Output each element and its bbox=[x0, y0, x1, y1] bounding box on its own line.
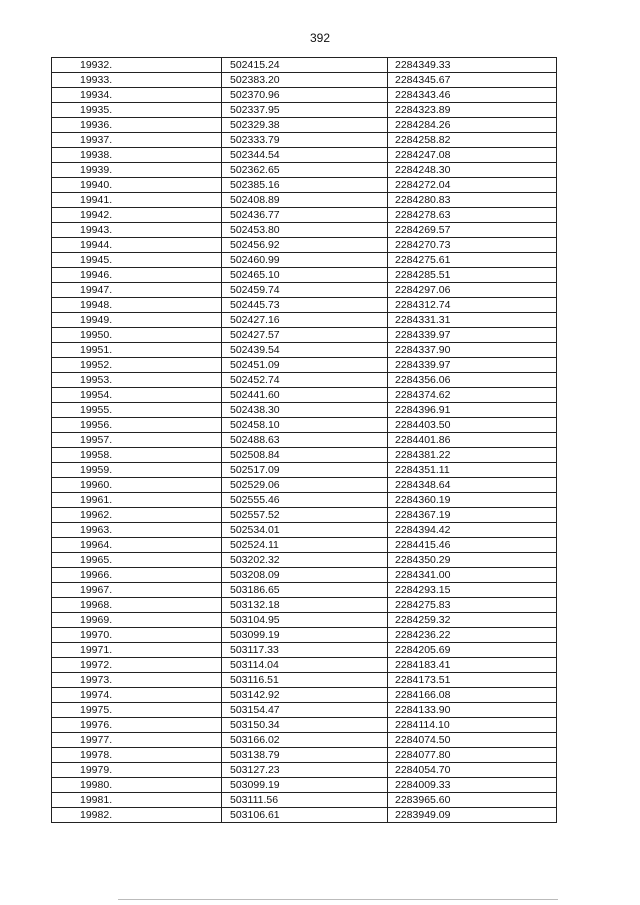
table-row bbox=[52, 343, 557, 358]
x-coordinate-cell: 502555.46 bbox=[222, 493, 388, 508]
x-coordinate-cell: 502460.99 bbox=[222, 253, 388, 268]
table-row bbox=[52, 493, 557, 508]
x-coordinate-cell: 503099.19 bbox=[222, 778, 388, 793]
y-coordinate-cell: 2284205.69 bbox=[388, 643, 557, 658]
point-number-cell: 19978. bbox=[52, 748, 222, 763]
x-coordinate-cell: 502436.77 bbox=[222, 208, 388, 223]
table-row bbox=[52, 703, 557, 718]
point-number-cell: 19934. bbox=[52, 88, 222, 103]
y-coordinate-cell: 2284297.06 bbox=[388, 283, 557, 298]
point-number-cell: 19956. bbox=[52, 418, 222, 433]
point-number-cell: 19961. bbox=[52, 493, 222, 508]
table-row bbox=[52, 73, 557, 88]
y-coordinate-cell: 2284077.80 bbox=[388, 748, 557, 763]
table-row bbox=[52, 313, 557, 328]
point-number-cell: 19954. bbox=[52, 388, 222, 403]
point-number-cell: 19950. bbox=[52, 328, 222, 343]
y-coordinate-cell: 2284275.83 bbox=[388, 598, 557, 613]
x-coordinate-cell: 502529.06 bbox=[222, 478, 388, 493]
y-coordinate-cell: 2284133.90 bbox=[388, 703, 557, 718]
x-coordinate-cell: 502517.09 bbox=[222, 463, 388, 478]
table-row bbox=[52, 118, 557, 133]
table-row bbox=[52, 538, 557, 553]
y-coordinate-cell: 2284360.19 bbox=[388, 493, 557, 508]
table-row bbox=[52, 628, 557, 643]
table-row bbox=[52, 748, 557, 763]
y-coordinate-cell: 2283949.09 bbox=[388, 808, 557, 823]
y-coordinate-cell: 2284394.42 bbox=[388, 523, 557, 538]
point-number-cell: 19973. bbox=[52, 673, 222, 688]
point-number-cell: 19960. bbox=[52, 478, 222, 493]
point-number-cell: 19958. bbox=[52, 448, 222, 463]
y-coordinate-cell: 2284345.67 bbox=[388, 73, 557, 88]
y-coordinate-cell: 2284401.86 bbox=[388, 433, 557, 448]
table-row bbox=[52, 193, 557, 208]
x-coordinate-cell: 502458.10 bbox=[222, 418, 388, 433]
point-number-cell: 19938. bbox=[52, 148, 222, 163]
point-number-cell: 19949. bbox=[52, 313, 222, 328]
point-number-cell: 19955. bbox=[52, 403, 222, 418]
y-coordinate-cell: 2284350.29 bbox=[388, 553, 557, 568]
x-coordinate-cell: 503127.23 bbox=[222, 763, 388, 778]
point-number-cell: 19948. bbox=[52, 298, 222, 313]
y-coordinate-cell: 2284280.83 bbox=[388, 193, 557, 208]
table-row bbox=[52, 463, 557, 478]
x-coordinate-cell: 502445.73 bbox=[222, 298, 388, 313]
x-coordinate-cell: 502439.54 bbox=[222, 343, 388, 358]
x-coordinate-cell: 503202.32 bbox=[222, 553, 388, 568]
y-coordinate-cell: 2284259.32 bbox=[388, 613, 557, 628]
point-number-cell: 19972. bbox=[52, 658, 222, 673]
y-coordinate-cell: 2284403.50 bbox=[388, 418, 557, 433]
table-row bbox=[52, 448, 557, 463]
table-row bbox=[52, 388, 557, 403]
x-coordinate-cell: 503132.18 bbox=[222, 598, 388, 613]
table-row bbox=[52, 328, 557, 343]
point-number-cell: 19962. bbox=[52, 508, 222, 523]
y-coordinate-cell: 2284348.64 bbox=[388, 478, 557, 493]
y-coordinate-cell: 2284272.04 bbox=[388, 178, 557, 193]
table-row bbox=[52, 358, 557, 373]
x-coordinate-cell: 502383.20 bbox=[222, 73, 388, 88]
point-number-cell: 19970. bbox=[52, 628, 222, 643]
table-row bbox=[52, 148, 557, 163]
y-coordinate-cell: 2284339.97 bbox=[388, 358, 557, 373]
table-row bbox=[52, 673, 557, 688]
y-coordinate-cell: 2284343.46 bbox=[388, 88, 557, 103]
table-row bbox=[52, 643, 557, 658]
y-coordinate-cell: 2284114.10 bbox=[388, 718, 557, 733]
y-coordinate-cell: 2284293.15 bbox=[388, 583, 557, 598]
y-coordinate-cell: 2284381.22 bbox=[388, 448, 557, 463]
y-coordinate-cell: 2284284.26 bbox=[388, 118, 557, 133]
y-coordinate-cell: 2284396.91 bbox=[388, 403, 557, 418]
table-row bbox=[52, 793, 557, 808]
x-coordinate-cell: 503099.19 bbox=[222, 628, 388, 643]
point-number-cell: 19941. bbox=[52, 193, 222, 208]
x-coordinate-cell: 502534.01 bbox=[222, 523, 388, 538]
y-coordinate-cell: 2284341.00 bbox=[388, 568, 557, 583]
point-number-cell: 19982. bbox=[52, 808, 222, 823]
table-row bbox=[52, 778, 557, 793]
table-row bbox=[52, 373, 557, 388]
point-number-cell: 19965. bbox=[52, 553, 222, 568]
y-coordinate-cell: 2284331.31 bbox=[388, 313, 557, 328]
point-number-cell: 19964. bbox=[52, 538, 222, 553]
point-number-cell: 19971. bbox=[52, 643, 222, 658]
table-row bbox=[52, 298, 557, 313]
x-coordinate-cell: 502333.79 bbox=[222, 133, 388, 148]
x-coordinate-cell: 503166.02 bbox=[222, 733, 388, 748]
table-row bbox=[52, 253, 557, 268]
point-number-cell: 19966. bbox=[52, 568, 222, 583]
x-coordinate-cell: 502362.65 bbox=[222, 163, 388, 178]
table-row bbox=[52, 478, 557, 493]
y-coordinate-cell: 2284323.89 bbox=[388, 103, 557, 118]
table-row bbox=[52, 718, 557, 733]
point-number-cell: 19980. bbox=[52, 778, 222, 793]
x-coordinate-cell: 502456.92 bbox=[222, 238, 388, 253]
x-coordinate-cell: 502408.89 bbox=[222, 193, 388, 208]
point-number-cell: 19967. bbox=[52, 583, 222, 598]
table-row bbox=[52, 508, 557, 523]
table-row bbox=[52, 268, 557, 283]
x-coordinate-cell: 502344.54 bbox=[222, 148, 388, 163]
y-coordinate-cell: 2284270.73 bbox=[388, 238, 557, 253]
x-coordinate-cell: 503208.09 bbox=[222, 568, 388, 583]
y-coordinate-cell: 2284356.06 bbox=[388, 373, 557, 388]
table-row bbox=[52, 238, 557, 253]
table-row bbox=[52, 88, 557, 103]
x-coordinate-cell: 502524.11 bbox=[222, 538, 388, 553]
y-coordinate-cell: 2284339.97 bbox=[388, 328, 557, 343]
x-coordinate-cell: 502488.63 bbox=[222, 433, 388, 448]
y-coordinate-cell: 2284269.57 bbox=[388, 223, 557, 238]
y-coordinate-cell: 2284275.61 bbox=[388, 253, 557, 268]
x-coordinate-cell: 503104.95 bbox=[222, 613, 388, 628]
y-coordinate-cell: 2284415.46 bbox=[388, 538, 557, 553]
table-row bbox=[52, 133, 557, 148]
point-number-cell: 19944. bbox=[52, 238, 222, 253]
x-coordinate-cell: 502465.10 bbox=[222, 268, 388, 283]
x-coordinate-cell: 503116.51 bbox=[222, 673, 388, 688]
coordinates-table bbox=[51, 57, 557, 823]
x-coordinate-cell: 502453.80 bbox=[222, 223, 388, 238]
point-number-cell: 19940. bbox=[52, 178, 222, 193]
table-row bbox=[52, 163, 557, 178]
table-row bbox=[52, 418, 557, 433]
x-coordinate-cell: 502370.96 bbox=[222, 88, 388, 103]
y-coordinate-cell: 2284054.70 bbox=[388, 763, 557, 778]
y-coordinate-cell: 2284247.08 bbox=[388, 148, 557, 163]
y-coordinate-cell: 2284351.11 bbox=[388, 463, 557, 478]
y-coordinate-cell: 2284278.63 bbox=[388, 208, 557, 223]
y-coordinate-cell: 2284374.62 bbox=[388, 388, 557, 403]
point-number-cell: 19975. bbox=[52, 703, 222, 718]
table-body bbox=[52, 58, 557, 823]
x-coordinate-cell: 502415.24 bbox=[222, 58, 388, 73]
x-coordinate-cell: 503138.79 bbox=[222, 748, 388, 763]
y-coordinate-cell: 2284312.74 bbox=[388, 298, 557, 313]
table-row bbox=[52, 433, 557, 448]
x-coordinate-cell: 502329.38 bbox=[222, 118, 388, 133]
table-row bbox=[52, 808, 557, 823]
x-coordinate-cell: 502452.74 bbox=[222, 373, 388, 388]
y-coordinate-cell: 2284173.51 bbox=[388, 673, 557, 688]
x-coordinate-cell: 503117.33 bbox=[222, 643, 388, 658]
x-coordinate-cell: 502441.60 bbox=[222, 388, 388, 403]
point-number-cell: 19951. bbox=[52, 343, 222, 358]
x-coordinate-cell: 502508.84 bbox=[222, 448, 388, 463]
x-coordinate-cell: 502427.57 bbox=[222, 328, 388, 343]
y-coordinate-cell: 2284349.33 bbox=[388, 58, 557, 73]
point-number-cell: 19969. bbox=[52, 613, 222, 628]
table-row bbox=[52, 583, 557, 598]
point-number-cell: 19947. bbox=[52, 283, 222, 298]
y-coordinate-cell: 2283965.60 bbox=[388, 793, 557, 808]
point-number-cell: 19943. bbox=[52, 223, 222, 238]
y-coordinate-cell: 2284285.51 bbox=[388, 268, 557, 283]
point-number-cell: 19977. bbox=[52, 733, 222, 748]
point-number-cell: 19936. bbox=[52, 118, 222, 133]
table-row bbox=[52, 688, 557, 703]
point-number-cell: 19939. bbox=[52, 163, 222, 178]
x-coordinate-cell: 503111.56 bbox=[222, 793, 388, 808]
x-coordinate-cell: 503154.47 bbox=[222, 703, 388, 718]
point-number-cell: 19945. bbox=[52, 253, 222, 268]
x-coordinate-cell: 502427.16 bbox=[222, 313, 388, 328]
y-coordinate-cell: 2284009.33 bbox=[388, 778, 557, 793]
table-row bbox=[52, 658, 557, 673]
footer-divider bbox=[118, 899, 558, 900]
point-number-cell: 19963. bbox=[52, 523, 222, 538]
point-number-cell: 19933. bbox=[52, 73, 222, 88]
y-coordinate-cell: 2284074.50 bbox=[388, 733, 557, 748]
table-row bbox=[52, 598, 557, 613]
table-row bbox=[52, 553, 557, 568]
x-coordinate-cell: 502337.95 bbox=[222, 103, 388, 118]
table-row bbox=[52, 223, 557, 238]
table-row bbox=[52, 763, 557, 778]
y-coordinate-cell: 2284367.19 bbox=[388, 508, 557, 523]
table-row bbox=[52, 733, 557, 748]
point-number-cell: 19946. bbox=[52, 268, 222, 283]
x-coordinate-cell: 502438.30 bbox=[222, 403, 388, 418]
point-number-cell: 19981. bbox=[52, 793, 222, 808]
point-number-cell: 19957. bbox=[52, 433, 222, 448]
table-row bbox=[52, 523, 557, 538]
y-coordinate-cell: 2284258.82 bbox=[388, 133, 557, 148]
x-coordinate-cell: 503150.34 bbox=[222, 718, 388, 733]
table-row bbox=[52, 403, 557, 418]
point-number-cell: 19952. bbox=[52, 358, 222, 373]
point-number-cell: 19942. bbox=[52, 208, 222, 223]
x-coordinate-cell: 503142.92 bbox=[222, 688, 388, 703]
table-row bbox=[52, 613, 557, 628]
table-row bbox=[52, 58, 557, 73]
x-coordinate-cell: 503106.61 bbox=[222, 808, 388, 823]
y-coordinate-cell: 2284236.22 bbox=[388, 628, 557, 643]
point-number-cell: 19932. bbox=[52, 58, 222, 73]
table-row bbox=[52, 178, 557, 193]
table-row bbox=[52, 568, 557, 583]
point-number-cell: 19935. bbox=[52, 103, 222, 118]
x-coordinate-cell: 502459.74 bbox=[222, 283, 388, 298]
y-coordinate-cell: 2284183.41 bbox=[388, 658, 557, 673]
table-row bbox=[52, 208, 557, 223]
x-coordinate-cell: 502451.09 bbox=[222, 358, 388, 373]
point-number-cell: 19953. bbox=[52, 373, 222, 388]
point-number-cell: 19976. bbox=[52, 718, 222, 733]
y-coordinate-cell: 2284337.90 bbox=[388, 343, 557, 358]
page-number: 392 bbox=[309, 31, 331, 45]
point-number-cell: 19979. bbox=[52, 763, 222, 778]
point-number-cell: 19968. bbox=[52, 598, 222, 613]
x-coordinate-cell: 502557.52 bbox=[222, 508, 388, 523]
table-row bbox=[52, 103, 557, 118]
point-number-cell: 19959. bbox=[52, 463, 222, 478]
x-coordinate-cell: 503114.04 bbox=[222, 658, 388, 673]
point-number-cell: 19937. bbox=[52, 133, 222, 148]
table-row bbox=[52, 283, 557, 298]
point-number-cell: 19974. bbox=[52, 688, 222, 703]
x-coordinate-cell: 502385.16 bbox=[222, 178, 388, 193]
y-coordinate-cell: 2284166.08 bbox=[388, 688, 557, 703]
y-coordinate-cell: 2284248.30 bbox=[388, 163, 557, 178]
x-coordinate-cell: 503186.65 bbox=[222, 583, 388, 598]
